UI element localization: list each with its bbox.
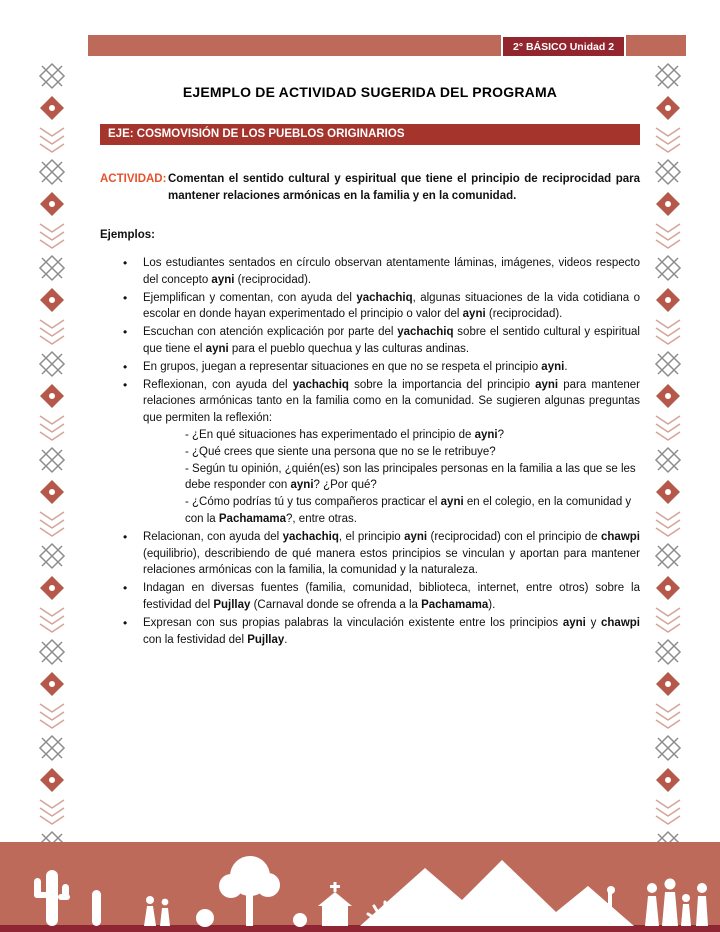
text-run: .	[564, 360, 568, 373]
actividad-label: ACTIVIDAD:	[100, 173, 167, 185]
text-run: Escuchan con atención explicación por parte del	[143, 326, 398, 339]
text-run: en el colegio, en la comunidad y con la	[185, 496, 632, 525]
list-item	[122, 324, 640, 358]
actividad-text: Comentan el sentido cultural y espiritual que tiene el principio de reciprocidad para mantener relaciones armónicas en la familia y en la comunidad.	[168, 173, 640, 202]
text-run: Reflexionan, con ayuda del	[143, 378, 293, 391]
text-run: Indagan en diversas fuentes (familia, comunidad, biblioteca, internet, entre otros) sobre la festividad del	[143, 582, 640, 611]
bullet-text	[143, 582, 640, 611]
page-title: EJEMPLO DE ACTIVIDAD SUGERIDA DEL PROGRAMA	[182, 84, 558, 100]
text-run: y	[585, 616, 602, 629]
bullet-text	[143, 531, 640, 577]
text-run: - ¿Cómo podrías tú y tus compañeros practicar el	[185, 496, 441, 509]
bush-icon	[196, 909, 214, 927]
text-run: ? ¿Por qué?	[313, 479, 377, 492]
left-decorative-border	[36, 60, 68, 842]
actividad-block	[100, 171, 640, 205]
text-run: , el principio	[338, 530, 405, 543]
text-run: - ¿Qué crees que siente una persona que no se le retribuye?	[185, 445, 496, 458]
text-run: ).	[488, 598, 496, 611]
footer-bottom-strip	[0, 925, 720, 932]
keyword: Pujllay	[213, 598, 251, 611]
keyword: ayni	[211, 273, 235, 286]
text-run: Relacionan, con ayuda del	[143, 530, 283, 543]
text-run: (reciprocidad) con el principio de	[427, 530, 602, 543]
keyword: ayni	[404, 530, 428, 543]
keyword: ayni	[474, 428, 498, 441]
keyword: ayni	[562, 616, 586, 629]
text-run: sobre el sentido cultural y espiritual que tiene el	[143, 326, 640, 355]
keyword: Pujllay	[247, 633, 285, 646]
keyword: yachachiq	[282, 530, 339, 543]
text-run: , algunas situaciones de la vida cotidiana o escolar en donde hayan experimentado el principio o valor del	[143, 291, 640, 321]
eje-bar	[100, 124, 640, 145]
text-run: (reciprocidad).	[234, 273, 312, 286]
text-run: (Carnaval donde se ofrenda a la	[250, 598, 422, 611]
text-run: sobre la importancia del principio	[348, 378, 536, 391]
keyword: chawpi	[601, 530, 640, 543]
list-item	[122, 615, 640, 649]
text-run: Ejemplifican y comentan, con ayuda del	[143, 291, 357, 304]
text-run: con la festividad del	[143, 633, 248, 646]
text-run: ?	[497, 428, 505, 441]
bullet-text	[143, 257, 640, 286]
text-run: para mantener relaciones armónicas tanto en la familia como en la comunidad. Se sugieren algunas preguntas que permiten la reflexión:	[143, 378, 640, 425]
text-run: Los estudiantes sentados en círculo observan atentamente láminas, imágenes, videos respecto del concepto	[143, 257, 640, 286]
footer-landscape-band	[0, 842, 720, 932]
ejemplos-list	[100, 255, 640, 648]
keyword: ayni	[290, 479, 314, 492]
right-decorative-border	[652, 60, 684, 842]
reflection-question	[143, 494, 640, 528]
text-run: En grupos, juegan a representar situaciones en que no se respeta el principio	[143, 360, 542, 373]
keyword: Pachamama	[421, 598, 489, 611]
reflection-question	[143, 461, 640, 495]
keyword: ayni	[205, 342, 229, 355]
keyword: yachachiq	[397, 326, 454, 339]
text-run: - ¿En qué situaciones has experimentado el principio de	[185, 428, 475, 441]
keyword: ayni	[440, 496, 464, 509]
unit-badge	[501, 35, 626, 58]
list-item	[122, 255, 640, 289]
keyword: ayni	[462, 308, 486, 321]
keyword: yachachiq	[292, 378, 349, 391]
list-item	[122, 580, 640, 614]
text-run: (reciprocidad).	[485, 308, 563, 321]
list-item	[122, 377, 640, 528]
list-item	[122, 290, 640, 324]
text-run: Expresan con sus propias palabras la vinculación existente entre los principios	[143, 616, 563, 629]
keyword: chawpi	[601, 616, 640, 629]
list-item	[122, 529, 640, 579]
keyword: Pachamama	[218, 512, 287, 525]
bullet-text	[143, 326, 640, 355]
bush-icon	[293, 913, 307, 927]
list-item	[122, 359, 640, 376]
reflection-question	[143, 444, 640, 461]
text-run: - Según tu opinión, ¿quién(es) son las principales personas en la familia a las que se les debe responder con	[185, 462, 636, 492]
text-run: (equilibrio), describiendo de qué manera estos principios se vinculan y aportan para mantener relaciones armónicas con la familia, la comunidad y la naturaleza.	[143, 547, 640, 577]
reflection-question	[143, 427, 640, 444]
keyword: ayni	[535, 378, 559, 391]
keyword: ayni	[541, 360, 565, 373]
eje-label: EJE: COSMOVISIÓN DE LOS PUEBLOS ORIGINARIOS	[108, 128, 405, 140]
bullet-text	[143, 379, 640, 425]
text-run: .	[284, 633, 288, 646]
text-run: ?, entre otras.	[286, 512, 357, 525]
keyword: yachachiq	[356, 291, 413, 304]
text-run: para el pueblo quechua y las culturas andinas.	[228, 342, 470, 355]
ejemplos-label: Ejemplos:	[100, 229, 155, 241]
bullet-text	[143, 361, 568, 373]
unit-badge-label: 2° BÁSICO Unidad 2	[513, 40, 615, 53]
bullet-text	[143, 292, 640, 321]
main-content	[100, 84, 640, 649]
bullet-text	[143, 617, 640, 646]
